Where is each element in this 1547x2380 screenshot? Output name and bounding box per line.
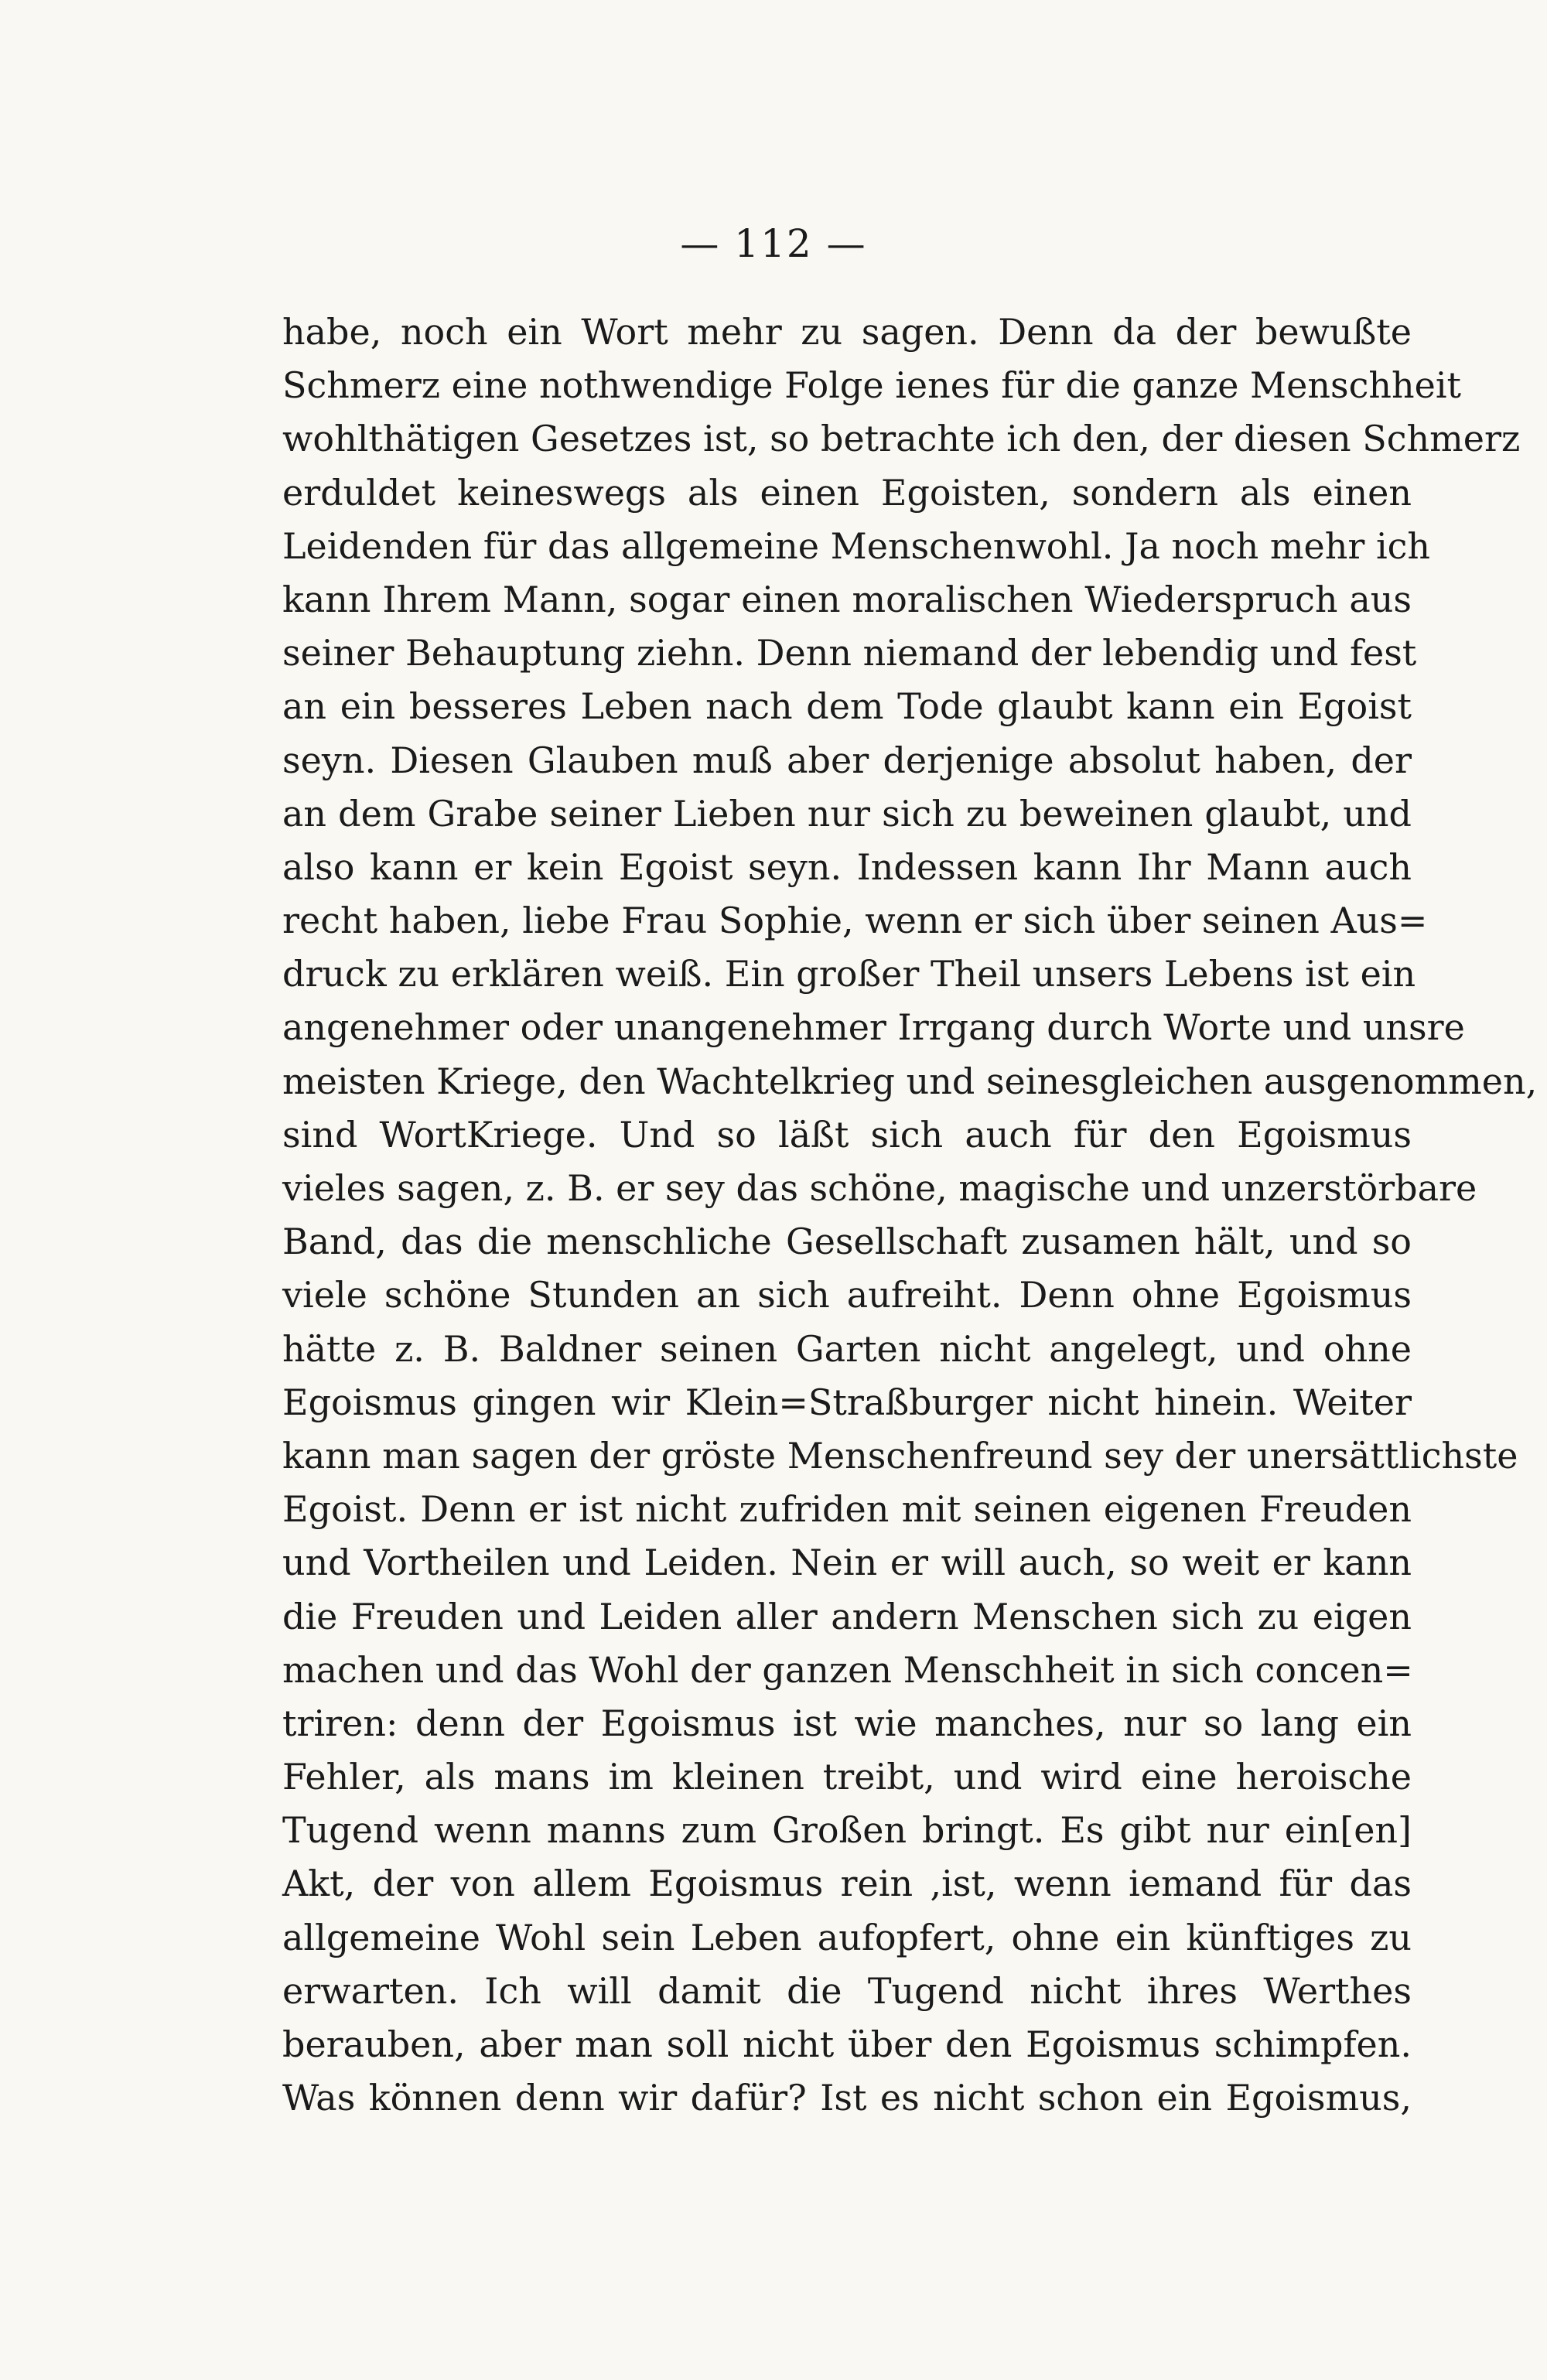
text-line: recht haben, liebe Frau Sophie, wenn er sich über seinen Aus= <box>282 900 1428 942</box>
text-line: viele schöne Stunden an sich aufreiht. Denn ohne Egoismus <box>282 1274 1412 1316</box>
text-line: triren: denn der Egoismus ist wie manches, nur so lang ein <box>282 1702 1412 1744</box>
text-line: Egoismus gingen wir Klein=Straßburger nicht hinein. Weiter <box>282 1381 1412 1423</box>
text-line: habe, noch ein Wort mehr zu sagen. Denn da der bewußte <box>282 311 1412 353</box>
text-line: machen und das Wohl der ganzen Menschheit in sich concen= <box>282 1648 1413 1691</box>
text-line: allgemeine Wohl sein Leben aufopfert, ohne ein künftiges zu <box>282 1916 1412 1958</box>
text-line: seiner Behauptung ziehn. Denn niemand der lebendig und fest <box>282 632 1417 674</box>
text-line: an ein besseres Leben nach dem Tode glaubt kann ein Egoist <box>282 685 1412 728</box>
text-line: vieles sagen, z. B. er sey das schöne, magische und unzerstörbare <box>282 1167 1477 1209</box>
text-line: Schmerz eine nothwendige Folge ienes für die ganze Menschheit <box>282 364 1462 407</box>
text-line: Fehler, als mans im kleinen treibt, und wird eine heroische <box>282 1756 1412 1798</box>
page-number: — 112 — <box>680 221 867 266</box>
text-line: seyn. Diesen Glauben muß aber derjenige absolut haben, der <box>282 739 1412 781</box>
text-line: Was können denn wir dafür? Ist es nicht schon ein Egoismus, <box>282 2077 1412 2119</box>
text-line: erduldet keineswegs als einen Egoisten, sondern als einen <box>282 471 1412 514</box>
text-line: und Vortheilen und Leiden. Nein er will auch, so weit er kann <box>282 1542 1412 1584</box>
text-line: berauben, aber man soll nicht über den Egoismus schimpfen. <box>282 2023 1412 2065</box>
body-text <box>282 306 1538 2125</box>
text-line: meisten Kriege, den Wachtelkrieg und seinesgleichen ausgenommen, <box>282 1060 1538 1102</box>
text-line: die Freuden und Leiden aller andern Menschen sich zu eigen <box>282 1595 1412 1637</box>
text-line: wohlthätigen Gesetzes ist, so betrachte ich den, der diesen Schmerz <box>282 418 1521 460</box>
text-line: Band, das die menschliche Gesellschaft zusamen hält, und so <box>282 1221 1412 1263</box>
text-line: Tugend wenn manns zum Großen bringt. Es gibt nur ein[en] <box>282 1809 1412 1852</box>
text-line: Leidenden für das allgemeine Menschenwohl. Ja noch mehr ich <box>282 524 1431 567</box>
text-line: druck zu erklären weiß. Ein großer Theil unsers Lebens ist ein <box>282 953 1416 995</box>
text-line: erwarten. Ich will damit die Tugend nicht ihres Werthes <box>282 1969 1412 2012</box>
text-line: Akt, der von allem Egoismus rein ,ist, wenn iemand für das <box>282 1863 1412 1905</box>
text-line: angenehmer oder unangenehmer Irrgang durch Worte und unsre <box>282 1006 1465 1049</box>
text-line: sind WortKriege. Und so läßt sich auch für den Egoismus <box>282 1113 1412 1156</box>
text-line: kann man sagen der gröste Menschenfreund sey der unersättlichste <box>282 1434 1518 1477</box>
text-line: also kann er kein Egoist seyn. Indessen kann Ihr Mann auch <box>282 845 1412 888</box>
text-line: Egoist. Denn er ist nicht zufriden mit seinen eigenen Freuden <box>282 1488 1412 1531</box>
text-line: an dem Grabe seiner Lieben nur sich zu beweinen glaubt, und <box>282 792 1412 835</box>
text-line: kann Ihrem Mann, sogar einen moralischen Wiederspruch aus <box>282 578 1412 620</box>
text-line: hätte z. B. Baldner seinen Garten nicht angelegt, und ohne <box>282 1327 1412 1370</box>
